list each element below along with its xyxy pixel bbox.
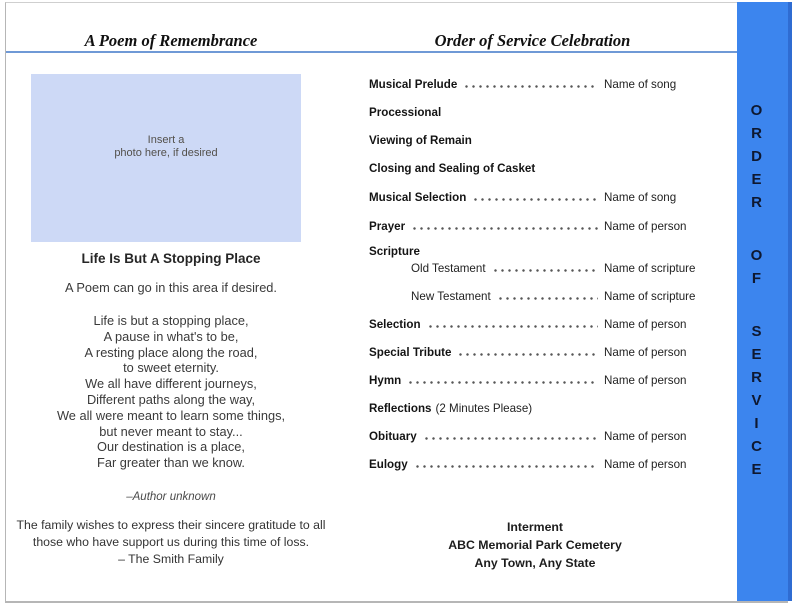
service-row [369,430,701,443]
service-row [369,220,701,233]
side-tab-letter: S [751,323,762,340]
interment-block [369,518,701,572]
service-item-value: Name of person [604,318,687,331]
side-tab-letter: E [751,461,762,478]
family-message-line: The family wishes to express their sincere gratitude to all [16,518,326,532]
side-tab-letter: F [751,270,762,287]
side-tab-letter: R [751,194,762,211]
service-item-label: Viewing of Remain [369,134,472,147]
poem-line: We all have different journeys, [85,376,257,392]
service-item-value: Name of scripture [604,290,696,303]
service-item-label: Musical Selection [369,191,467,204]
service-item-label: Closing and Sealing of Casket [369,162,536,175]
service-row [369,318,701,331]
service-row [369,290,701,303]
poem-line: A pause in what's to be, [103,328,239,344]
right-page-title: Order of Service Celebration [434,31,631,50]
poem-line: Far greater than we know. [97,455,245,471]
service-item-value: Name of song [604,78,677,91]
service-item-label: Selection [369,318,421,331]
order-of-service-list [369,3,701,601]
dotted-leader [414,465,598,468]
side-tab-letter: E [751,171,762,188]
dotted-leader [423,437,598,440]
service-item-label: Obituary [369,430,417,443]
photo-placeholder-line-1: Insert a [147,133,185,146]
service-item-label: Old Testament [411,262,486,275]
side-tab-word [737,244,776,290]
service-item-label: Special Tribute [369,346,452,359]
interment-line: Any Town, Any State [474,556,596,570]
poem-line: Different paths along the way, [86,391,256,407]
service-item-value: Name of scripture [604,262,696,275]
poem-body [6,313,336,471]
service-row [369,374,701,387]
service-item-value: Name of person [604,220,687,233]
dotted-leader [497,297,598,300]
family-message-line: – The Smith Family [118,552,224,566]
poem-line: Life is but a stopping place, [93,313,249,328]
poem-line: to sweet eternity. [123,360,219,376]
side-tab-letter: D [751,148,762,165]
service-row [369,191,701,204]
side-tab-letter: R [751,369,762,386]
poem-title: Life Is But A Stopping Place [81,251,261,266]
service-row [369,458,701,471]
family-message [6,517,336,568]
poem-line: A resting place along the road, [84,344,258,360]
side-tab-word [737,320,776,481]
service-item-label: New Testament [411,290,491,303]
side-tab-letter: O [750,247,763,264]
family-message-line: those who have support us during this time of loss. [32,535,310,549]
service-item-label: Reflections [369,402,432,415]
service-item-label: Processional [369,106,442,119]
service-item-value: Name of person [604,346,687,359]
poem-line: but never meant to stay... [99,423,243,439]
interment-line: Interment [506,520,564,534]
service-item-label: Musical Prelude [369,78,458,91]
dotted-leader [492,269,598,272]
service-row [369,245,701,258]
side-tab-letter: O [750,102,763,119]
side-tab-letter: I [754,415,759,432]
program-inside-spread [5,2,788,603]
side-tab [737,2,792,601]
service-row [369,134,701,147]
side-tab-word [737,99,776,214]
service-item-label: Hymn [369,374,402,387]
service-row [369,106,701,119]
dotted-leader [407,381,598,384]
dotted-leader [411,227,598,230]
service-item-value: Name of person [604,430,687,443]
service-row [369,78,701,91]
service-item-value: Name of song [604,191,677,204]
service-item-label: Eulogy [369,458,408,471]
side-tab-letter: V [751,392,762,409]
side-tab-letter: C [751,438,762,455]
side-tab-letter: R [751,125,762,142]
side-tab-letter: E [751,346,762,363]
service-row [369,402,701,415]
poem-intro: A Poem can go in this area if desired. [65,280,277,295]
photo-placeholder-line-2: photo here, if desired [114,147,218,159]
dotted-leader [427,325,598,328]
service-item-value: Name of person [604,458,687,471]
service-row [369,346,701,359]
service-row [369,162,701,175]
service-row [369,262,701,275]
side-tab-vertical-text [737,2,788,481]
dotted-leader [463,85,598,88]
dotted-leader [472,198,598,201]
interment-line: ABC Memorial Park Cemetery [448,538,622,552]
service-item-value: Name of person [604,374,687,387]
left-page-title: A Poem of Remembrance [84,31,258,50]
service-item-label: Prayer [369,220,406,233]
poem-author: –Author unknown [126,491,216,503]
dotted-leader [457,353,598,356]
poem-line: Our destination is a place, [97,439,245,455]
photo-placeholder [31,74,301,242]
service-item-note: (2 Minutes Please) [435,402,533,415]
service-item-label: Scripture [369,245,420,258]
poem-line: We all were meant to learn some things, [56,407,286,423]
